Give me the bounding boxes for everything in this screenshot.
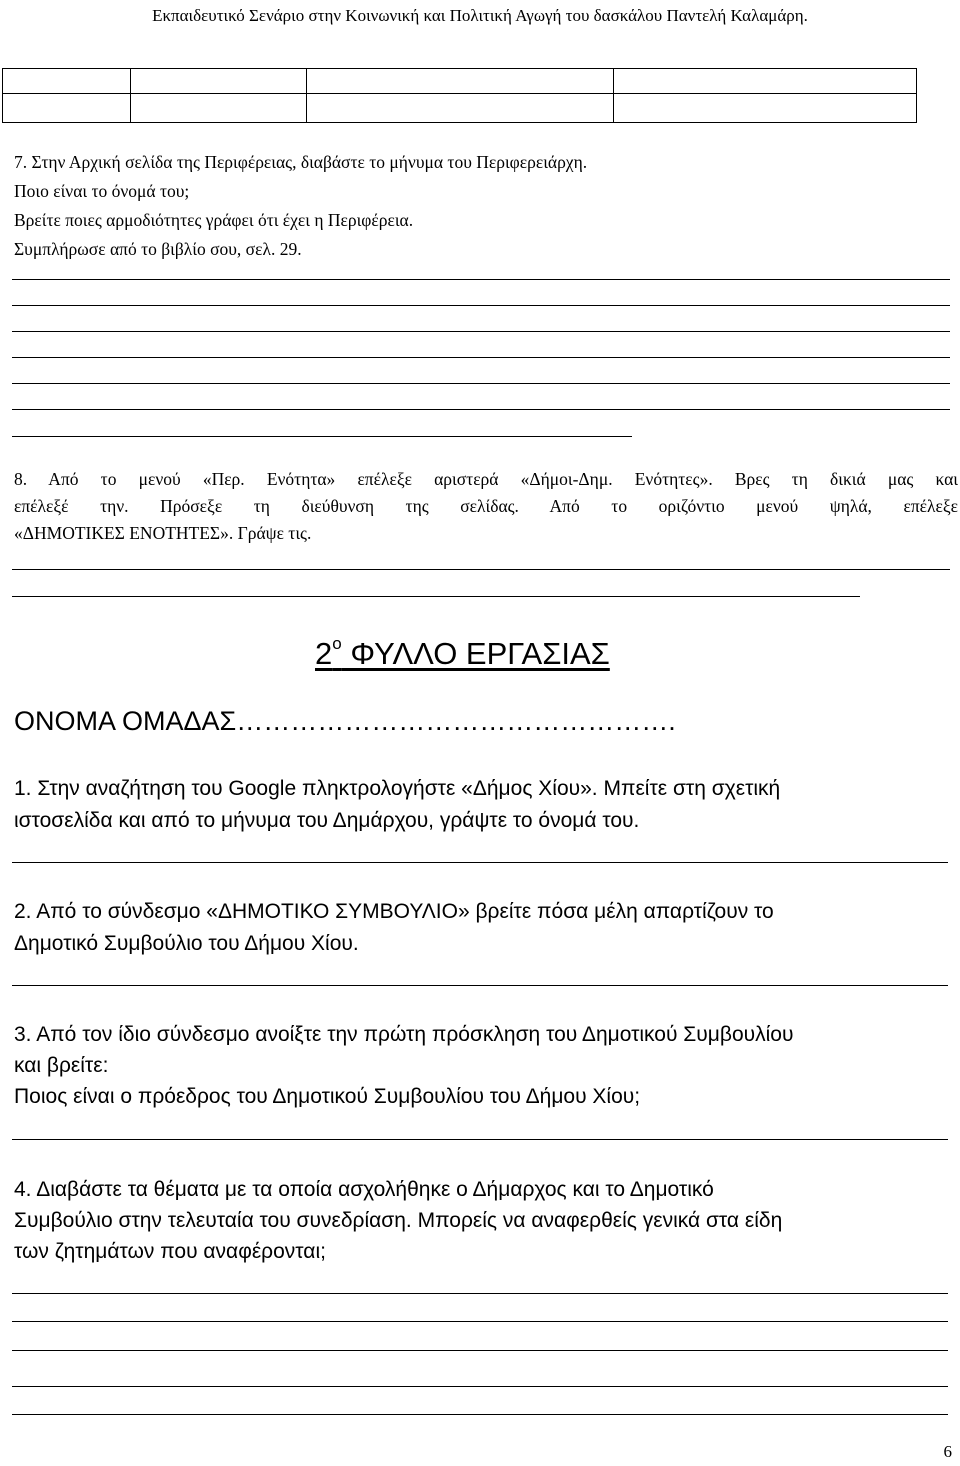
answer-line[interactable] bbox=[12, 862, 948, 863]
q7-line: Βρείτε ποιες αρμοδιότητες γράφει ότι έχει η Περιφέρεια. bbox=[14, 210, 414, 230]
page-number: 6 bbox=[943, 1442, 952, 1461]
q8-line: 8. Από το μενού «Περ. Ενότητα» επέλεξε αριστερά «Δήμοι-Δημ. Ενότητες». Βρες τη δικιά μας και bbox=[14, 469, 958, 489]
table-divider bbox=[613, 69, 614, 122]
answer-line[interactable] bbox=[12, 279, 950, 280]
q8-text bbox=[14, 466, 958, 547]
answer-line[interactable] bbox=[12, 1139, 948, 1140]
q3-line: και βρείτε: bbox=[14, 1054, 109, 1077]
q8-line: επέλεξέ την. Πρόσεξε τη διεύθυνση της σελίδας. Από το οριζόντιο μενού ψηλά, επέλεξε bbox=[14, 496, 958, 516]
q2-line: Δημοτικό Συμβούλιο του Δήμου Χίου. bbox=[14, 932, 359, 955]
answer-table bbox=[2, 68, 917, 123]
answer-line[interactable] bbox=[12, 331, 950, 332]
q7-line: Ποιο είναι το όνομά του; bbox=[14, 181, 190, 201]
answer-line[interactable] bbox=[12, 1293, 948, 1294]
q3-line: 3. Από τον ίδιο σύνδεσμο ανοίξτε την πρώτη πρόσκληση του Δημοτικού Συμβουλίου bbox=[14, 1023, 794, 1046]
q4-line: των ζητημάτων που αναφέρονται; bbox=[14, 1240, 326, 1263]
worksheet-title-text: ΦΥΛΛΟ ΕΡΓΑΣΙΑΣ bbox=[341, 636, 610, 671]
answer-line[interactable] bbox=[12, 1386, 948, 1387]
answer-line[interactable] bbox=[12, 596, 860, 597]
q2-line: 2. Από το σύνδεσμο «ΔΗΜΟΤΙΚΟ ΣΥΜΒΟΥΛΙΟ» βρείτε πόσα μέλη απαρτίζουν το bbox=[14, 900, 774, 923]
page-header: Εκπαιδευτικό Σενάριο στην Κοινωνική και Πολιτική Αγωγή του δασκάλου Παντελή Καλαμάρη. bbox=[152, 6, 808, 25]
q1-line: 1. Στην αναζήτηση του Google πληκτρολογήστε «Δήμος Χίου». Μπείτε στη σχετική bbox=[14, 777, 781, 800]
table-row-divider bbox=[3, 93, 916, 94]
answer-line[interactable] bbox=[12, 305, 950, 306]
answer-line[interactable] bbox=[12, 383, 950, 384]
worksheet-ordinal: ο bbox=[332, 633, 342, 653]
table-divider bbox=[130, 69, 131, 122]
q7-line: Συμπλήρωσε από το βιβλίο σου, σελ. 29. bbox=[14, 239, 302, 259]
worksheet-title bbox=[315, 633, 610, 672]
worksheet-number: 2 bbox=[315, 636, 333, 671]
answer-line[interactable] bbox=[12, 1350, 948, 1351]
group-name-field[interactable]: ΟΝΟΜΑ ΟΜΑΔΑΣ…………………………………………. bbox=[14, 706, 676, 736]
answer-line[interactable] bbox=[12, 985, 948, 986]
q3-line: Ποιος είναι ο πρόεδρος του Δημοτικού Συμβουλίου του Δήμου Χίου; bbox=[14, 1085, 641, 1108]
q1-line: ιστοσελίδα και από το μήνυμα του Δημάρχου, γράψτε το όνομά του. bbox=[14, 809, 640, 832]
q8-line: «ΔΗΜΟΤΙΚΕΣ ΕΝΟΤΗΤΕΣ». Γράψε τις. bbox=[14, 523, 312, 543]
answer-line[interactable] bbox=[12, 436, 632, 437]
answer-line[interactable] bbox=[12, 569, 950, 570]
q4-line: Συμβούλιο στην τελευταία του συνεδρίαση. Μπορείς να αναφερθείς γενικά στα είδη bbox=[14, 1209, 783, 1232]
answer-line[interactable] bbox=[12, 357, 950, 358]
answer-line[interactable] bbox=[12, 1414, 948, 1415]
answer-line[interactable] bbox=[12, 409, 950, 410]
q7-line: 7. Στην Αρχική σελίδα της Περιφέρειας, διαβάστε το μήνυμα του Περιφερειάρχη. bbox=[14, 152, 588, 172]
q4-line: 4. Διαβάστε τα θέματα με τα οποία ασχολήθηκε ο Δήμαρχος και το Δημοτικό bbox=[14, 1178, 714, 1201]
answer-line[interactable] bbox=[12, 1321, 948, 1322]
table-divider bbox=[306, 69, 307, 122]
